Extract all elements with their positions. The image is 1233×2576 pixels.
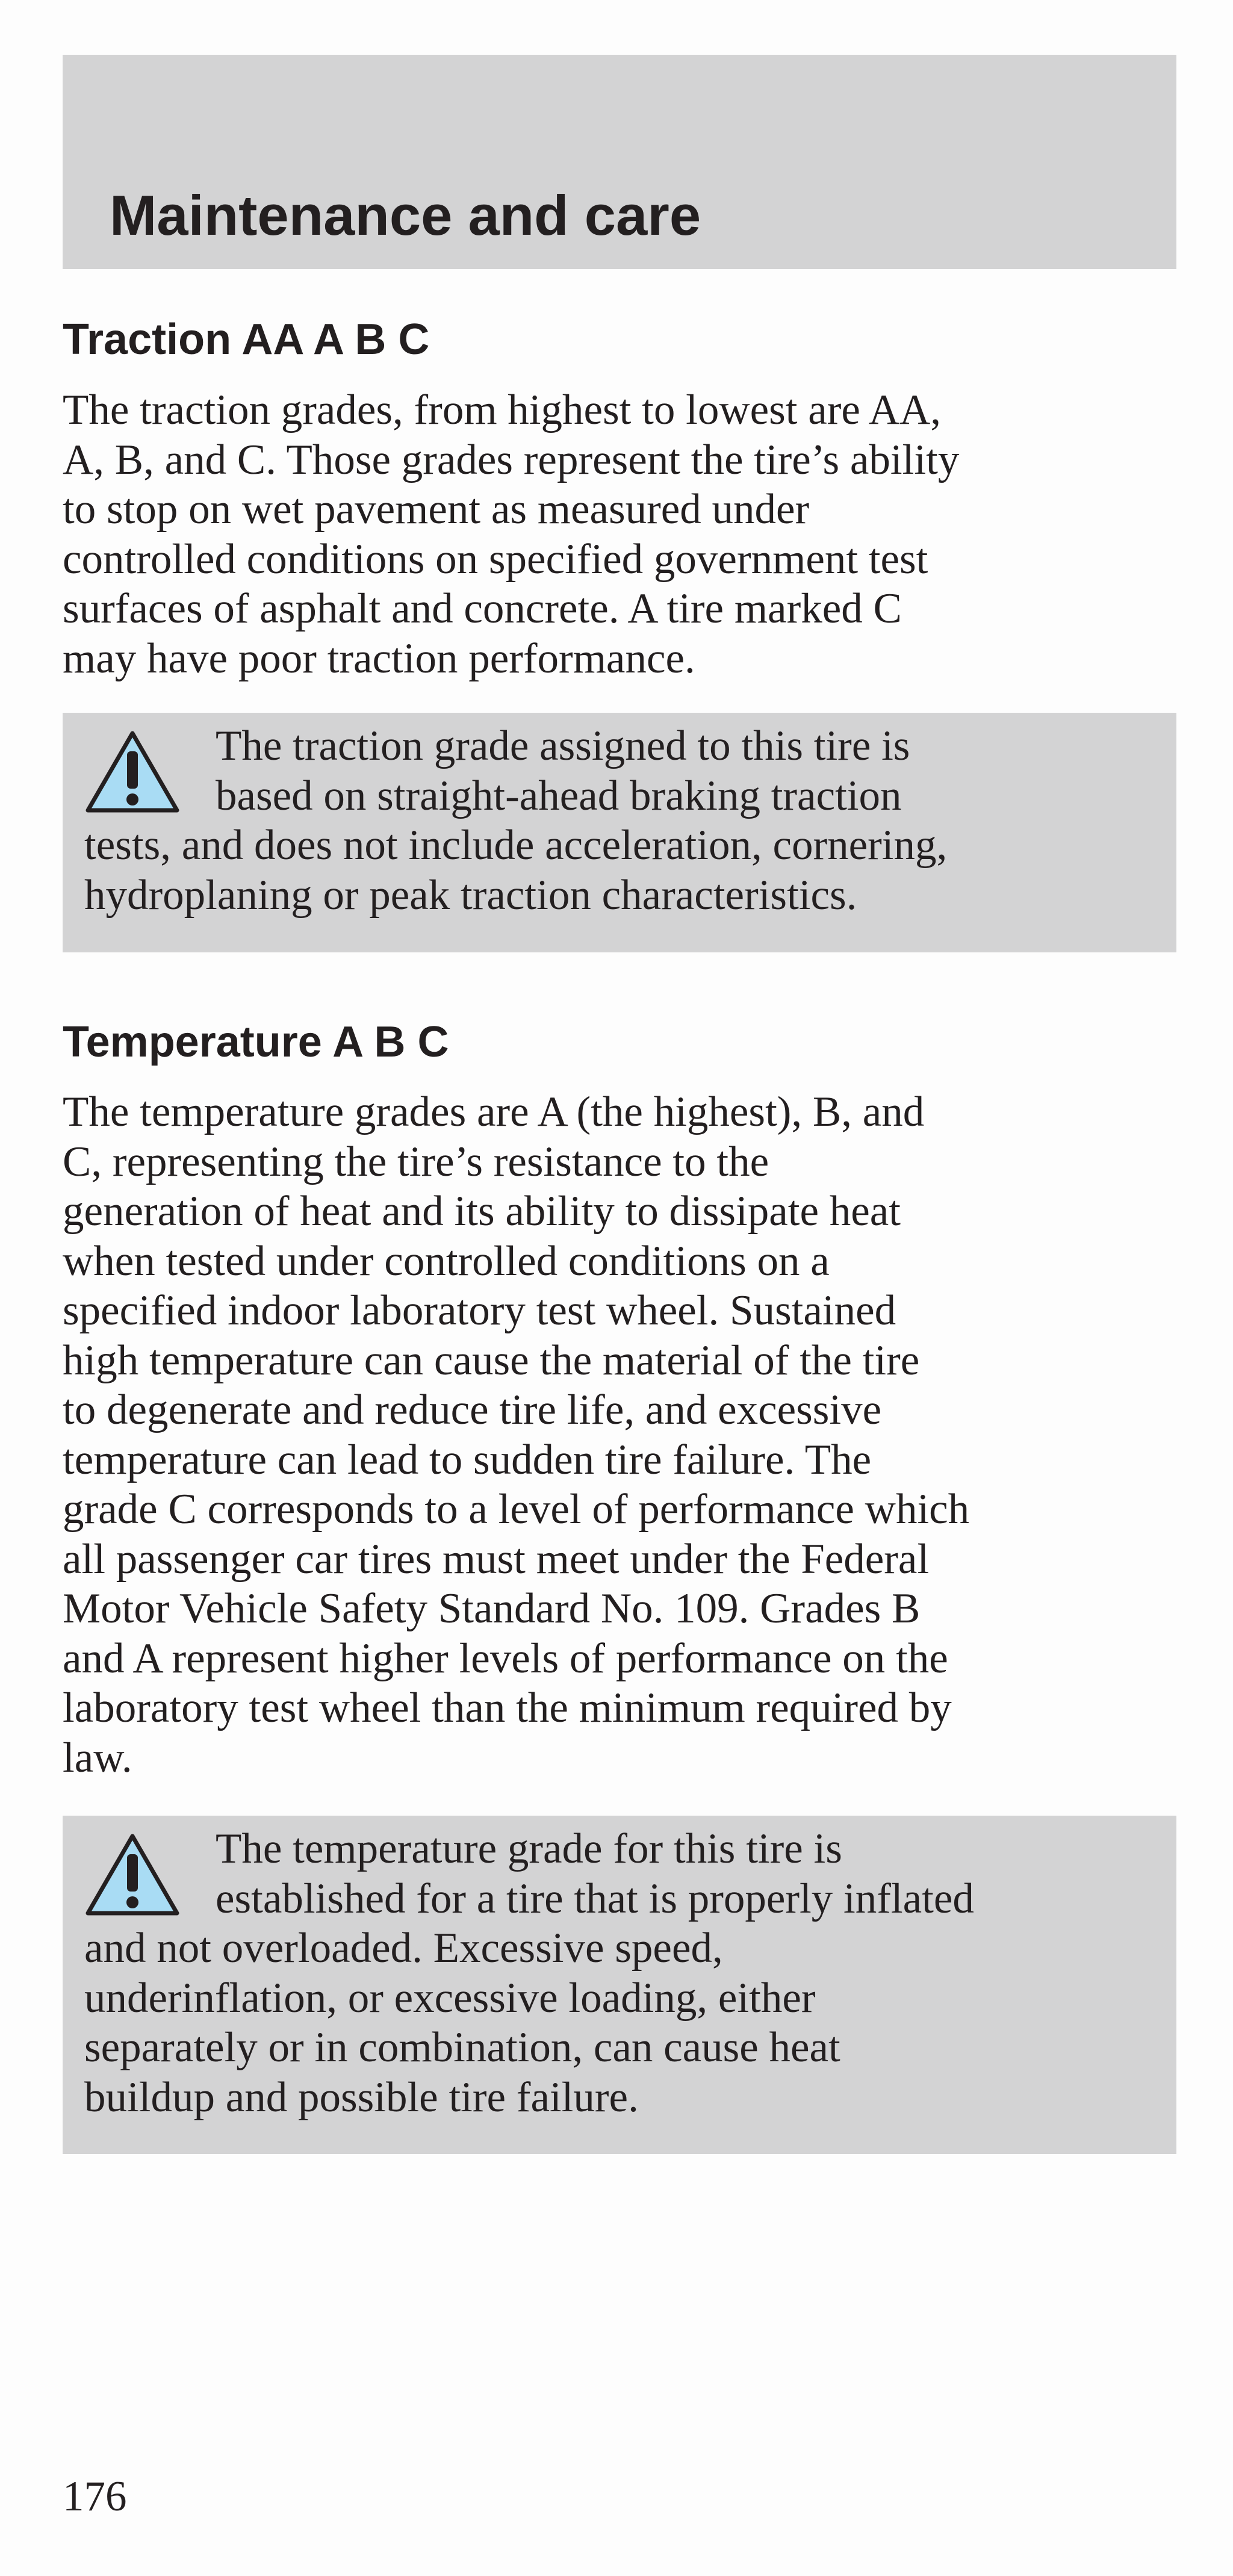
traction-body — [63, 385, 1182, 683]
temperature-body-line: C, representing the tire’s resistance to the — [63, 1138, 769, 1185]
traction-warning-line: hydroplaning or peak traction characteristics. — [84, 871, 857, 919]
temperature-warning-box — [63, 1816, 1176, 2154]
temperature-body-line: generation of heat and its ability to dissipate heat — [63, 1188, 901, 1235]
temperature-warning-text — [84, 1824, 1168, 2122]
traction-heading: Traction AA A B C — [63, 315, 430, 364]
temperature-warning-line: separately or in combination, can cause heat — [84, 2024, 840, 2071]
temperature-warning-line: buildup and possible tire failure. — [84, 2073, 639, 2121]
traction-warning-box — [63, 713, 1176, 952]
temperature-body-line: when tested under controlled conditions on a — [63, 1237, 830, 1285]
temperature-warning-line: established for a tire that is properly inflated — [216, 1875, 974, 1922]
temperature-body-line: and A represent higher levels of performance on the — [63, 1634, 948, 1682]
temperature-body-line: all passenger car tires must meet under the Federal — [63, 1535, 930, 1583]
temperature-heading: Temperature A B C — [63, 1018, 449, 1066]
page-number: 176 — [63, 2473, 127, 2520]
temperature-body-line: to degenerate and reduce tire life, and excessive — [63, 1386, 882, 1433]
traction-body-line: may have poor traction performance. — [63, 635, 695, 682]
temperature-body-line: Motor Vehicle Safety Standard No. 109. Grades B — [63, 1585, 921, 1632]
traction-warning-text — [84, 721, 1168, 920]
temperature-warning-line: The temperature grade for this tire is — [216, 1825, 842, 1872]
temperature-body-line: grade C corresponds to a level of performance which — [63, 1486, 970, 1533]
temperature-body-line: law. — [63, 1734, 132, 1781]
traction-warning-line: based on straight-ahead braking traction — [216, 772, 902, 819]
temperature-body-line: laboratory test wheel than the minimum required by — [63, 1684, 952, 1731]
traction-warning-line: The traction grade assigned to this tire is — [216, 722, 910, 769]
header-bar — [63, 55, 1176, 269]
traction-body-line: controlled conditions on specified government test — [63, 535, 928, 583]
temperature-warning-line: and not overloaded. Excessive speed, — [84, 1925, 723, 1972]
temperature-warning-line: underinflation, or excessive loading, either — [84, 1974, 816, 2022]
temperature-body-line: high temperature can cause the material of the tire — [63, 1336, 920, 1384]
temperature-body-line: specified indoor laboratory test wheel. Sustained — [63, 1287, 896, 1334]
traction-body-line: to stop on wet pavement as measured under — [63, 486, 810, 533]
temperature-body-line: temperature can lead to sudden tire failure. The — [63, 1436, 872, 1483]
traction-body-line: A, B, and C. Those grades represent the tire’s ability — [63, 436, 960, 483]
temperature-body-line: The temperature grades are A (the highest), B, and — [63, 1088, 925, 1135]
page-title: Maintenance and care — [110, 184, 701, 247]
traction-warning-line: tests, and does not include acceleration, cornering, — [84, 822, 948, 869]
traction-body-line: surfaces of asphalt and concrete. A tire marked C — [63, 585, 902, 632]
temperature-body — [63, 1087, 1182, 1783]
traction-body-line: The traction grades, from highest to lowest are AA, — [63, 386, 942, 433]
